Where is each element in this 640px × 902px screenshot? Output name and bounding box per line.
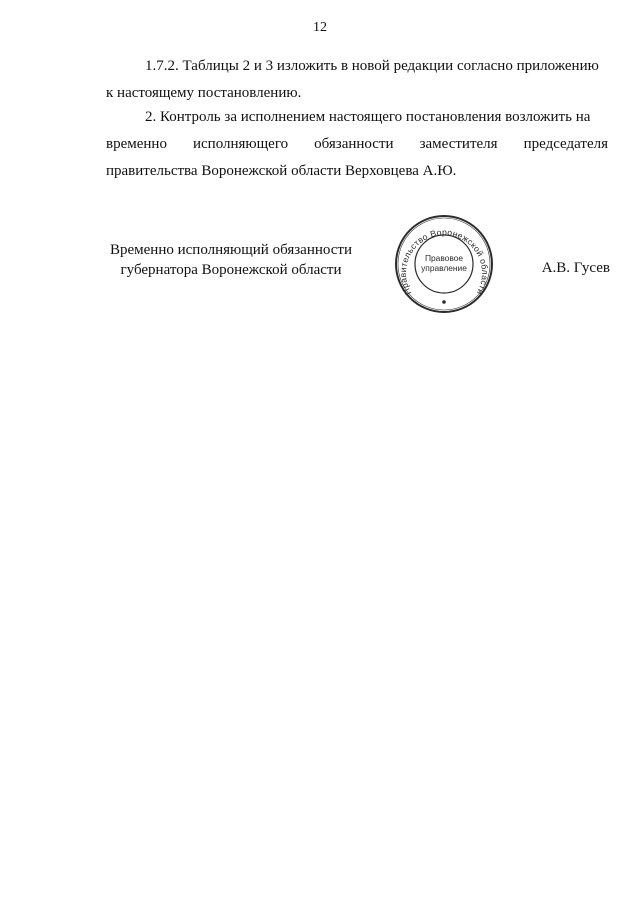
signatory-title-line-1: Временно исполняющий обязанности (109, 242, 352, 258)
stamp-inner-line-1: Правовое (424, 253, 464, 263)
signer-name: А.В. Гусев (541, 260, 610, 276)
stamp-dot (442, 300, 446, 304)
paragraph-2-line-1: 2. Контроль за исполнением настоящего постановления возложить на (145, 109, 591, 125)
paragraph-1-line-2: к настоящему постановлению. (106, 85, 302, 101)
paragraph-2-line-2 (106, 131, 608, 158)
official-stamp (393, 213, 495, 315)
stamp-inner-line-2: управление (421, 263, 467, 273)
stamp-outer-text: Правительство Воронежской области (397, 227, 491, 297)
signatory-title (100, 240, 362, 280)
word: обязанности (314, 136, 394, 152)
signatory-title-line-2: губернатора Воронежской области (120, 262, 342, 278)
page-number: 12 (313, 20, 327, 35)
paragraph-2-line-3: правительства Воронежской области Верховцева А.Ю. (106, 163, 457, 179)
word: заместителя (419, 136, 498, 152)
paragraph-1-line-1: 1.7.2. Таблицы 2 и 3 изложить в новой редакции согласно приложению (145, 58, 599, 74)
paragraph-2 (106, 104, 608, 185)
word: исполняющего (192, 136, 289, 152)
paragraph-1 (106, 53, 608, 107)
word: временно (106, 136, 167, 152)
word: председателя (523, 136, 608, 152)
